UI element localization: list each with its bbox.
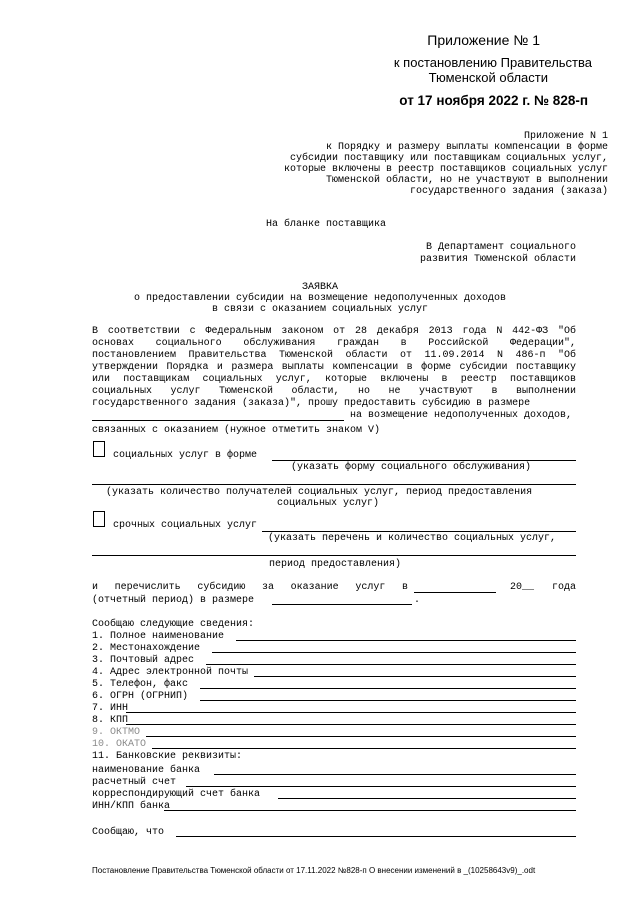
recipients-hint: (указать количество получателей социальных услуг, период предоставления (106, 487, 533, 498)
intro-line-2: основах социального обслуживания граждан в Российской Федерации", (92, 338, 576, 349)
recipients-hint-2: социальных услуг) (277, 498, 380, 509)
bank-corr-field[interactable] (278, 798, 576, 799)
region-line: Тюменской области (428, 70, 548, 85)
sub-line-6: государственного задания (заказа) (409, 186, 608, 197)
info-item-location: 2. Местонахождение (92, 643, 201, 654)
sub-line-3: субсидии поставщику или поставщикам социальных услуг, (289, 153, 608, 164)
service-form-line[interactable] (272, 460, 576, 461)
bank-account-field[interactable] (186, 786, 576, 787)
info-item-oktmo: 9. ОКТМО (92, 727, 141, 738)
info-item-okato: 10. ОКАТО (92, 739, 147, 750)
addressee-line-2: развития Тюменской области (419, 254, 576, 265)
info-item-postal: 3. Почтовый адрес (92, 655, 195, 666)
intro-line-3: постановлением Правительства Тюменской области от 11.09.2014 N 486-п "Об (92, 350, 576, 361)
report-label: Сообщаю, что (92, 827, 165, 838)
info-item-phone: 5. Телефон, факс (92, 679, 189, 690)
option-urgent-services-checkbox[interactable] (93, 511, 105, 527)
doc-subtitle-1: о предоставлении субсидии на возмещение недополученных доходов (133, 293, 507, 304)
resolution-line: к постановлению Правительства (393, 55, 592, 70)
full-name-field[interactable] (236, 640, 576, 641)
transfer-amount-field[interactable] (272, 604, 412, 605)
info-item-bank: 11. Банковские реквизиты: (92, 751, 243, 762)
intro-line-9: связанных с оказанием (нужное отметить знаком V) (92, 425, 381, 436)
period-line[interactable] (92, 555, 576, 556)
sub-line-4: которые включены в реестр поставщиков социальных услуг (283, 164, 608, 175)
service-form-hint: (указать форму социального обслуживания) (291, 462, 532, 473)
option-urgent-services-label: срочных социальных услуг (113, 520, 258, 531)
ogrn-field[interactable] (200, 700, 576, 701)
resolution-date: от 17 ноября 2022 г. № 828-п (399, 93, 588, 108)
transfer-text: и перечислить субсидию за оказание услуг в (92, 582, 408, 593)
bank-inn-field[interactable] (164, 810, 576, 811)
transfer-dot: . (414, 595, 421, 606)
info-item-email: 4. Адрес электронной почты (92, 667, 249, 678)
appendix-title: Приложение № 1 (427, 32, 540, 48)
oktmo-field[interactable] (146, 736, 576, 737)
info-heading: Сообщаю следующие сведения: (92, 619, 255, 630)
okato-field[interactable] (152, 748, 576, 749)
page-footer: Постановление Правительства Тюменской области от 17.11.2022 №828-п О внесении изменений в _(10258643v9)_.odt (92, 866, 536, 875)
phone-field[interactable] (200, 688, 576, 689)
blank-label: На бланке поставщика (266, 219, 387, 230)
email-field[interactable] (254, 676, 576, 677)
sub-line-5: Тюменской области, но не участвуют в выполнении (325, 175, 608, 186)
kpp-field[interactable] (126, 724, 576, 725)
addressee-line-1: В Департамент социального (425, 242, 576, 253)
intro-line-1: В соответствии с Федеральным законом от 28 декабря 2013 года N 442-ФЗ "Об (92, 326, 576, 337)
urgent-services-hint: (указать перечень и количество социальных услуг, (268, 533, 557, 544)
postal-field[interactable] (206, 664, 576, 665)
period-hint: период предоставления) (269, 559, 402, 570)
sub-line-2: к Порядку и размеру выплаты компенсации в форме (325, 142, 608, 153)
bank-name-label: наименование банка (92, 765, 201, 776)
recipients-line[interactable] (92, 484, 576, 485)
bank-inn-label: ИНН/КПП банка (92, 801, 171, 812)
info-item-ogrn: 6. ОГРН (ОГРНИП) (92, 691, 189, 702)
intro-line-6: социальных услуг Тюменской области, но не участвуют в выполнении (92, 386, 576, 397)
year-text: 20__ года (510, 582, 576, 593)
amount-line[interactable] (92, 420, 344, 421)
info-item-full-name: 1. Полное наименование (92, 631, 225, 642)
info-item-inn: 7. ИНН (92, 703, 129, 714)
option-social-services-label: социальных услуг в форме (113, 450, 258, 461)
intro-line-4: утверждении Порядка и размера выплаты компенсации в форме субсидии поставщику (92, 362, 576, 373)
bank-account-label: расчетный счет (92, 777, 177, 788)
inn-field[interactable] (126, 712, 576, 713)
info-item-kpp: 8. КПП (92, 715, 129, 726)
transfer-amount-label: (отчетный период) в размере (92, 595, 255, 606)
doc-subtitle-2: в связи с оказанием социальных услуг (211, 304, 429, 315)
bank-corr-label: корреспондирующий счет банка (92, 789, 261, 800)
bank-name-field[interactable] (214, 774, 576, 775)
intro-line-8: на возмещение недополученных доходов, (350, 410, 573, 421)
option-social-services-checkbox[interactable] (93, 441, 105, 457)
report-field[interactable] (176, 836, 576, 837)
intro-line-7: государственного задания (заказа)", прошу предоставить субсидию в размере (92, 398, 531, 409)
doc-title: ЗАЯВКА (301, 282, 338, 293)
period-field[interactable] (414, 592, 496, 593)
sub-appendix: Приложение N 1 (523, 131, 608, 142)
location-field[interactable] (212, 652, 576, 653)
urgent-services-line[interactable] (262, 531, 576, 532)
intro-line-5: или поставщикам социальных услуг, которые включены в реестр поставщиков (92, 374, 576, 385)
